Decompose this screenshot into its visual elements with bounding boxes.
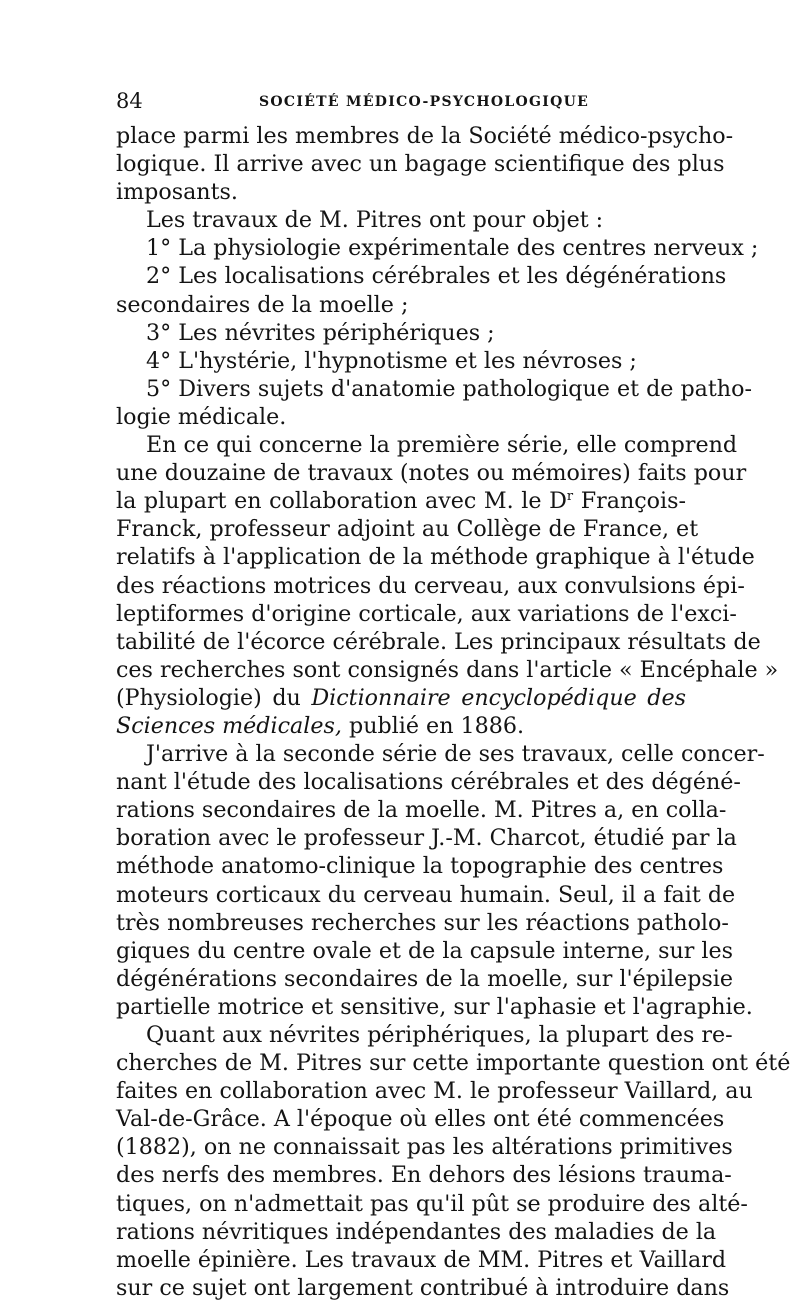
text-line: dégénérations secondaires de la moelle, sur l'épilepsie xyxy=(116,965,734,992)
text-line xyxy=(116,712,686,740)
text-line: tiques, on n'admettait pas qu'il pût se produire des alté- xyxy=(116,1190,748,1217)
text-line: des nerfs des membres. En dehors des lésions trauma- xyxy=(116,1162,732,1189)
text-line: imposants. xyxy=(116,179,238,206)
text-line: sur ce sujet ont largement contribué à introduire dans xyxy=(116,1274,730,1301)
text-line: J'arrive à la seconde série de ses travaux, celle concer- xyxy=(146,741,765,768)
text-line: rations névritiques indépendantes des maladies de la xyxy=(116,1218,717,1245)
text-line xyxy=(116,487,686,515)
superscript: r xyxy=(566,489,574,505)
text-line xyxy=(116,684,686,712)
page-number: 84 xyxy=(116,89,143,113)
text-line: tabilité de l'écorce cérébrale. Les principaux résultats de xyxy=(116,628,761,655)
text-line: giques du centre ovale et de la capsule interne, sur les xyxy=(116,937,734,964)
text-line: secondaires de la moelle ; xyxy=(116,291,409,318)
text-line: des réactions motrices du cerveau, aux convulsions épi- xyxy=(116,572,745,599)
text-line: En ce qui concerne la première série, elle comprend xyxy=(146,432,738,459)
text-fragment: François- xyxy=(573,488,686,515)
italic-title: Sciences médicales, xyxy=(116,712,342,739)
text-line: Les travaux de M. Pitres ont pour objet : xyxy=(146,207,604,234)
text-line: faites en collaboration avec M. le professeur Vaillard, au xyxy=(116,1078,753,1105)
text-line: moteurs corticaux du cerveau humain. Seul, il a fait de xyxy=(116,881,736,908)
text-fragment: (Physiologie) du xyxy=(116,684,312,711)
list-item: 2° Les localisations cérébrales et les dégénérations xyxy=(146,263,727,290)
text-line: une douzaine de travaux (notes ou mémoires) faits pour xyxy=(116,460,747,487)
list-item: 3° Les névrites périphériques ; xyxy=(146,319,495,346)
text-line: leptiformes d'origine corticale, aux variations de l'exci- xyxy=(116,600,737,627)
text-line: logie médicale. xyxy=(116,403,287,430)
text-line: rations secondaires de la moelle. M. Pitres a, en colla- xyxy=(116,797,727,824)
running-title: SOCIÉTÉ MÉDICO-PSYCHOLOGIQUE xyxy=(259,94,590,110)
text-line: partielle motrice et sensitive, sur l'aphasie et l'agraphie. xyxy=(116,993,753,1020)
list-item: 5° Divers sujets d'anatomie pathologique et de patho- xyxy=(146,375,752,402)
text-line: Quant aux névrites périphériques, la plupart des re- xyxy=(146,1022,733,1048)
text-line: relatifs à l'application de la méthode graphique à l'étude xyxy=(116,544,755,571)
text-line: boration avec le professeur J.-M. Charcot, étudié par la xyxy=(116,825,737,852)
text-line: cherches de M. Pitres sur cette importante question ont été xyxy=(116,1050,791,1077)
text-line: nant l'étude des localisations cérébrales et des dégéné- xyxy=(116,769,741,796)
body-text xyxy=(116,122,791,1302)
italic-title: Dictionnaire encyclopédique des xyxy=(311,684,686,711)
list-item: 1° La physiologie expérimentale des centres nerveux ; xyxy=(146,235,759,262)
text-line: logique. Il arrive avec un bagage scientifique des plus xyxy=(116,151,725,178)
text-line: Franck, professeur adjoint au Collège de France, et xyxy=(116,516,699,543)
text-line: (1882), on ne connaissait pas les altérations primitives xyxy=(116,1134,733,1161)
text-line: place parmi les membres de la Société médico-psycho- xyxy=(116,123,734,149)
text-line: Val-de-Grâce. A l'époque où elles ont été commencées xyxy=(116,1106,725,1133)
page-header xyxy=(116,88,686,114)
text-line: ces recherches sont consignés dans l'article « Encéphale » xyxy=(116,656,779,683)
text-line: très nombreuses recherches sur les réactions patholo- xyxy=(116,909,729,936)
text-fragment: la plupart en collaboration avec M. le D xyxy=(116,488,567,515)
list-item: 4° L'hystérie, l'hypnotisme et les névroses ; xyxy=(146,347,637,374)
text-line: moelle épinière. Les travaux de MM. Pitres et Vaillard xyxy=(116,1246,727,1273)
text-fragment: publié en 1886. xyxy=(341,712,525,739)
text-line: méthode anatomo-clinique la topographie des centres xyxy=(116,853,724,880)
